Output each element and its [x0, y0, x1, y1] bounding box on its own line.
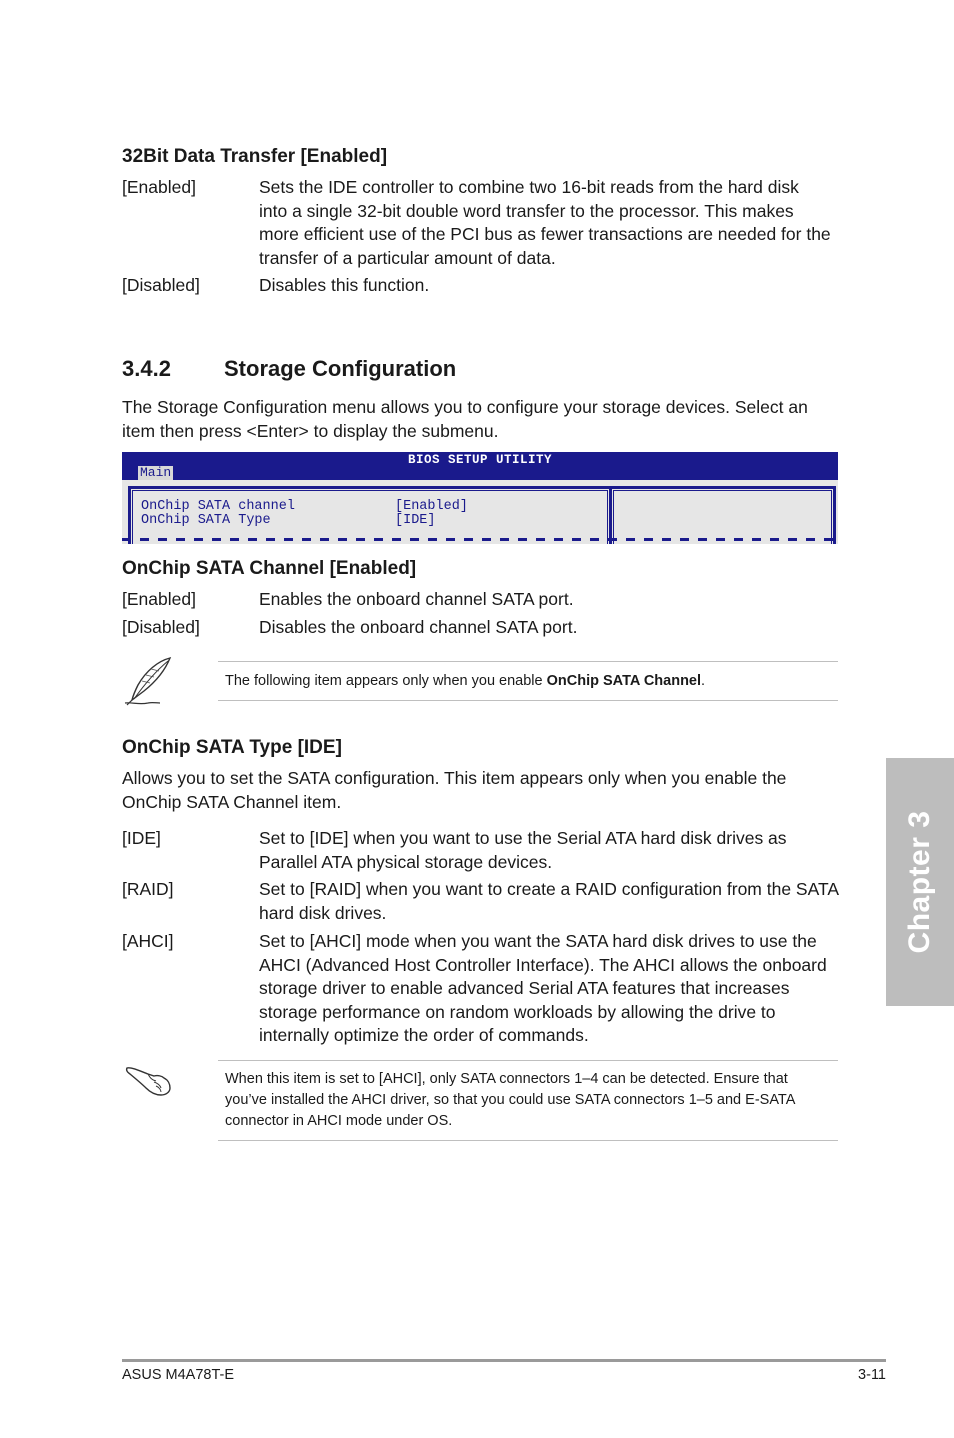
option-desc-raid: Set to [RAID] when you want to create a RAID configuration from the SATA hard disk drives. — [259, 879, 839, 923]
bios-row-value: [Enabled] — [395, 499, 468, 514]
option-label-enabled: [Enabled] — [122, 177, 196, 197]
bios-title: BIOS SETUP UTILITY — [407, 453, 553, 467]
option-desc-ahci: Set to [AHCI] mode when you want the SATA hard disk drives to use the AHCI (Advanced Host Controller Interface). The AHCI allows the onboard storage driver to enable advanced Serial ATA features that increases storage performance on random workloads by allowing the drive to internally optimize the order of commands. — [259, 931, 827, 1045]
section-number: 3.4.2 — [122, 356, 171, 381]
option-desc-enabled: Sets the IDE controller to combine two 16-bit reads from the hard disk into a single 32-bit double word transfer to the processor. This makes more efficient use of the PCI bus as fewer transactions are needed for the transfer of a particular amount of data. — [259, 177, 831, 268]
bios-tab-main: Main — [140, 465, 172, 480]
note-top-rule — [218, 1060, 838, 1061]
option-label-ide: [IDE] — [122, 828, 161, 848]
bios-row-label: OnChip SATA channel — [141, 499, 295, 514]
bios-right-panel — [609, 486, 836, 544]
option-label-disabled: [Disabled] — [122, 617, 200, 637]
bios-row-label: OnChip SATA Type — [141, 513, 271, 528]
bios-row-value: [IDE] — [395, 513, 436, 528]
option-desc-enabled: Enables the onboard channel SATA port. — [259, 589, 574, 609]
note-text — [225, 671, 830, 692]
note-bottom-rule — [218, 1140, 838, 1141]
chapter-side-tab — [886, 758, 954, 1006]
footer-product-name: ASUS M4A78T-E — [122, 1367, 235, 1383]
storage-intro: The Storage Configuration menu allows you to configure your storage devices. Select an item then press <Enter> to display the submenu. — [122, 397, 808, 441]
option-desc-disabled: Disables this function. — [259, 275, 430, 295]
heading-sata-channel: OnChip SATA Channel [Enabled] — [122, 558, 417, 579]
option-desc-disabled: Disables the onboard channel SATA port. — [259, 617, 578, 637]
note-text-plain: The following item appears only when you enable — [225, 673, 547, 689]
option-label-disabled: [Disabled] — [122, 275, 200, 295]
heading-32bit-data-transfer: 32Bit Data Transfer [Enabled] — [122, 146, 388, 167]
sata-type-intro: Allows you to set the SATA configuration. This item appears only when you enable the OnChip SATA Channel item. — [122, 768, 787, 812]
section-title: Storage Configuration — [224, 356, 457, 381]
footer-page-number: 3-11 — [858, 1367, 886, 1383]
option-desc-ide: Set to [IDE] when you want to use the Serial ATA hard disk drives as Parallel ATA physical storage devices. — [259, 828, 787, 872]
chapter-side-tab-label: Chapter 3 — [903, 810, 936, 954]
option-label-ahci: [AHCI] — [122, 931, 174, 951]
bios-screenshot — [122, 452, 838, 544]
bios-dashed-border — [122, 538, 838, 541]
note-text-end: . — [701, 673, 706, 689]
option-label-enabled: [Enabled] — [122, 589, 196, 609]
note-text: When this item is set to [AHCI], only SATA connectors 1–4 can be detected. Ensure that you’ve installed the AHCI driver, so that you could use SATA connectors 1–5 and E-SATA connector in AHCI mode under OS. — [225, 1071, 795, 1129]
footer-rule — [122, 1359, 886, 1362]
note-bottom-rule — [218, 700, 838, 701]
option-label-raid: [RAID] — [122, 879, 174, 899]
pointing-hand-icon — [124, 1062, 174, 1098]
note-top-rule — [218, 661, 838, 662]
heading-sata-type: OnChip SATA Type [IDE] — [122, 737, 342, 758]
feather-pen-icon — [122, 655, 174, 707]
note-text-bold: OnChip SATA Channel — [546, 673, 702, 689]
